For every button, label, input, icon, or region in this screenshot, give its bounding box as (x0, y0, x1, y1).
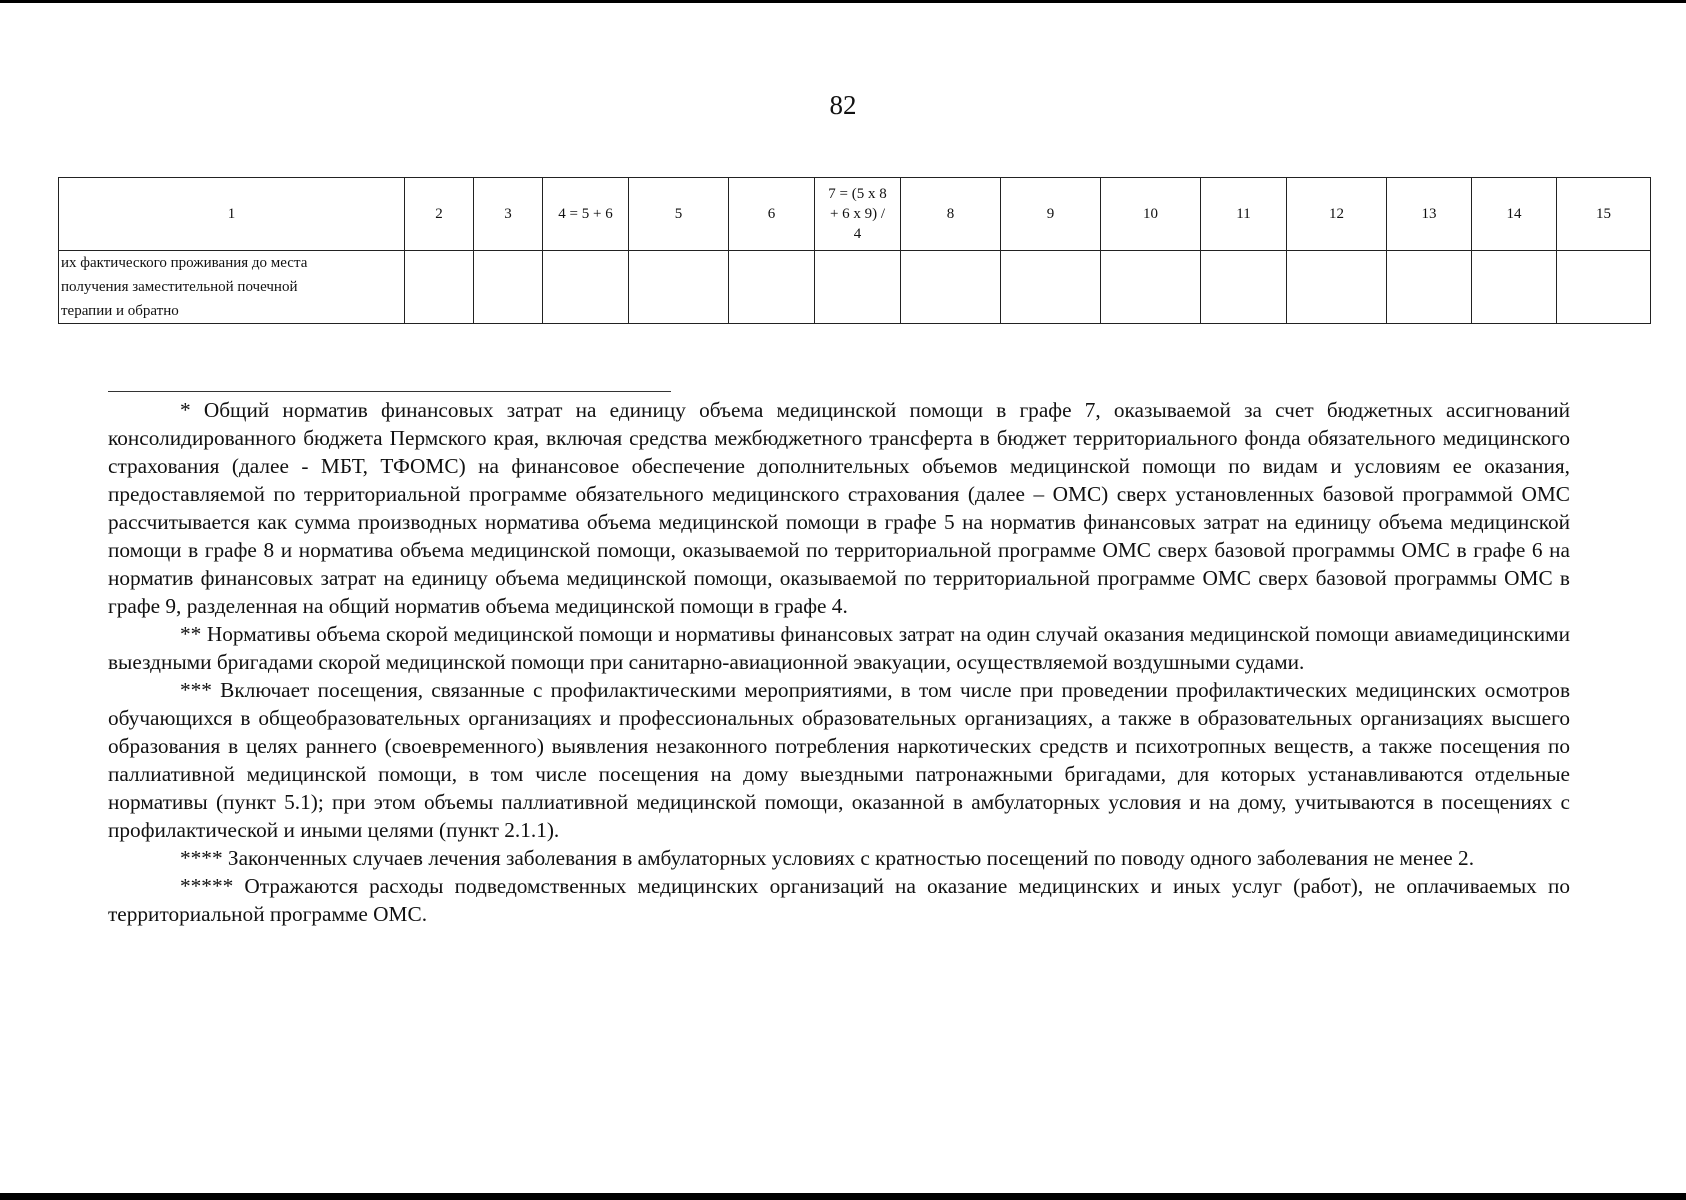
footnote-separator (108, 391, 671, 392)
table-cell (474, 251, 543, 324)
header-cell: 12 (1287, 178, 1387, 251)
header-cell: 10 (1101, 178, 1201, 251)
header-cell: 1 (59, 178, 405, 251)
table-cell (405, 251, 474, 324)
header-cell: 9 (1001, 178, 1101, 251)
table-header-row (59, 178, 1651, 251)
table-cell (1557, 251, 1651, 324)
footnote: ***** Отражаются расходы подведомственных медицинских организаций на оказание медицинских и иных услуг (работ), не оплачиваемых по территориальной программе ОМС. (108, 874, 1570, 926)
table-cell (815, 251, 901, 324)
header-cell: 5 (629, 178, 729, 251)
header-cell: 4 = 5 + 6 (543, 178, 629, 251)
footnote: ** Нормативы объема скорой медицинской помощи и нормативы финансовых затрат на один случай оказания медицинской помощи авиамедицинскими выездными бригадами скорой медицинской помощи при санитарно-авиационной эвакуации, осуществляемой воздушными судами. (108, 622, 1570, 674)
table-cell (729, 251, 815, 324)
table-cell (629, 251, 729, 324)
page-number: 82 (829, 90, 857, 120)
header-cell: 2 (405, 178, 474, 251)
row-label-cell (59, 251, 405, 324)
row-label-line: их фактического проживания до места (61, 255, 308, 271)
scan-border-bottom (0, 1193, 1686, 1200)
header-cell: 11 (1201, 178, 1287, 251)
table-cell (1387, 251, 1472, 324)
table-cell (1287, 251, 1387, 324)
formula-line: + 6 х 9) / (829, 206, 886, 222)
header-cell: 8 (901, 178, 1001, 251)
scan-border-top (0, 0, 1686, 3)
header-cell: 15 (1557, 178, 1651, 251)
formula-line: 7 = (5 х 8 (828, 186, 887, 202)
data-table (58, 177, 1651, 324)
table-cell (1101, 251, 1201, 324)
table-cell (543, 251, 629, 324)
header-cell: 14 (1472, 178, 1557, 251)
table-cell (1001, 251, 1101, 324)
footnote: **** Законченных случаев лечения заболевания в амбулаторных условиях с кратностью посещений по поводу одного заболевания не менее 2. (180, 846, 1475, 870)
header-cell: 3 (474, 178, 543, 251)
row-label-line: получения заместительной почечной (61, 279, 298, 295)
header-cell: 13 (1387, 178, 1472, 251)
header-cell: 6 (729, 178, 815, 251)
footnotes (108, 396, 1570, 928)
header-cell-formula (815, 178, 901, 251)
table-cell (1201, 251, 1287, 324)
footnote: * Общий норматив финансовых затрат на единицу объема медицинской помощи в графе 7, оказываемой за счет бюджетных ассигнований консолидированного бюджета Пермского края, включая средства межбюджетного трансферта в бюджет территориального фонда обязательного медицинского страхования (далее - МБТ, ТФОМС) на финансовое обеспечение дополнительных объемов медицинской помощи по видам и условиям ее оказания, предоставляемой по территориальной программе обязательного медицинского страхования (далее – ОМС) сверх установленных базовой программой ОМС рассчитывается как сумма производных норматива объема медицинской помощи в графе 5 на норматив финансовых затрат на единицу объема медицинской помощи в графе 8 и норматива объема медицинской помощи, оказываемой по территориальной программе ОМС сверх базовой программы ОМС в графе 6 на норматив финансовых затрат на единицу объема медицинской помощи, оказываемой по территориальной программе ОМС сверх базовой программы ОМС в графе 9, разделенная на общий норматив объема медицинской помощи в графе 4. (108, 398, 1570, 618)
table-cell (901, 251, 1001, 324)
formula-line: 4 (853, 226, 862, 242)
footnote: *** Включает посещения, связанные с профилактическими мероприятиями, в том числе при проведении профилактических медицинских осмотров обучающихся в общеобразовательных организациях и профессиональных образовательных организациях, а также в образовательных организациях высшего образования в целях раннего (своевременного) выявления незаконного потребления наркотических средств и психотропных веществ, а также посещения по паллиативной медицинской помощи, в том числе посещения на дому выездными патронажными бригадами, для которых устанавливаются отдельные нормативы (пункт 5.1); при этом объемы паллиативной медицинской помощи, оказанной в амбулаторных условия и на дому, учитываются в посещениях с профилактической и иными целями (пункт 2.1.1). (108, 678, 1570, 842)
row-label-line: терапии и обратно (61, 303, 179, 319)
table-cell (1472, 251, 1557, 324)
table-row (59, 251, 1651, 324)
